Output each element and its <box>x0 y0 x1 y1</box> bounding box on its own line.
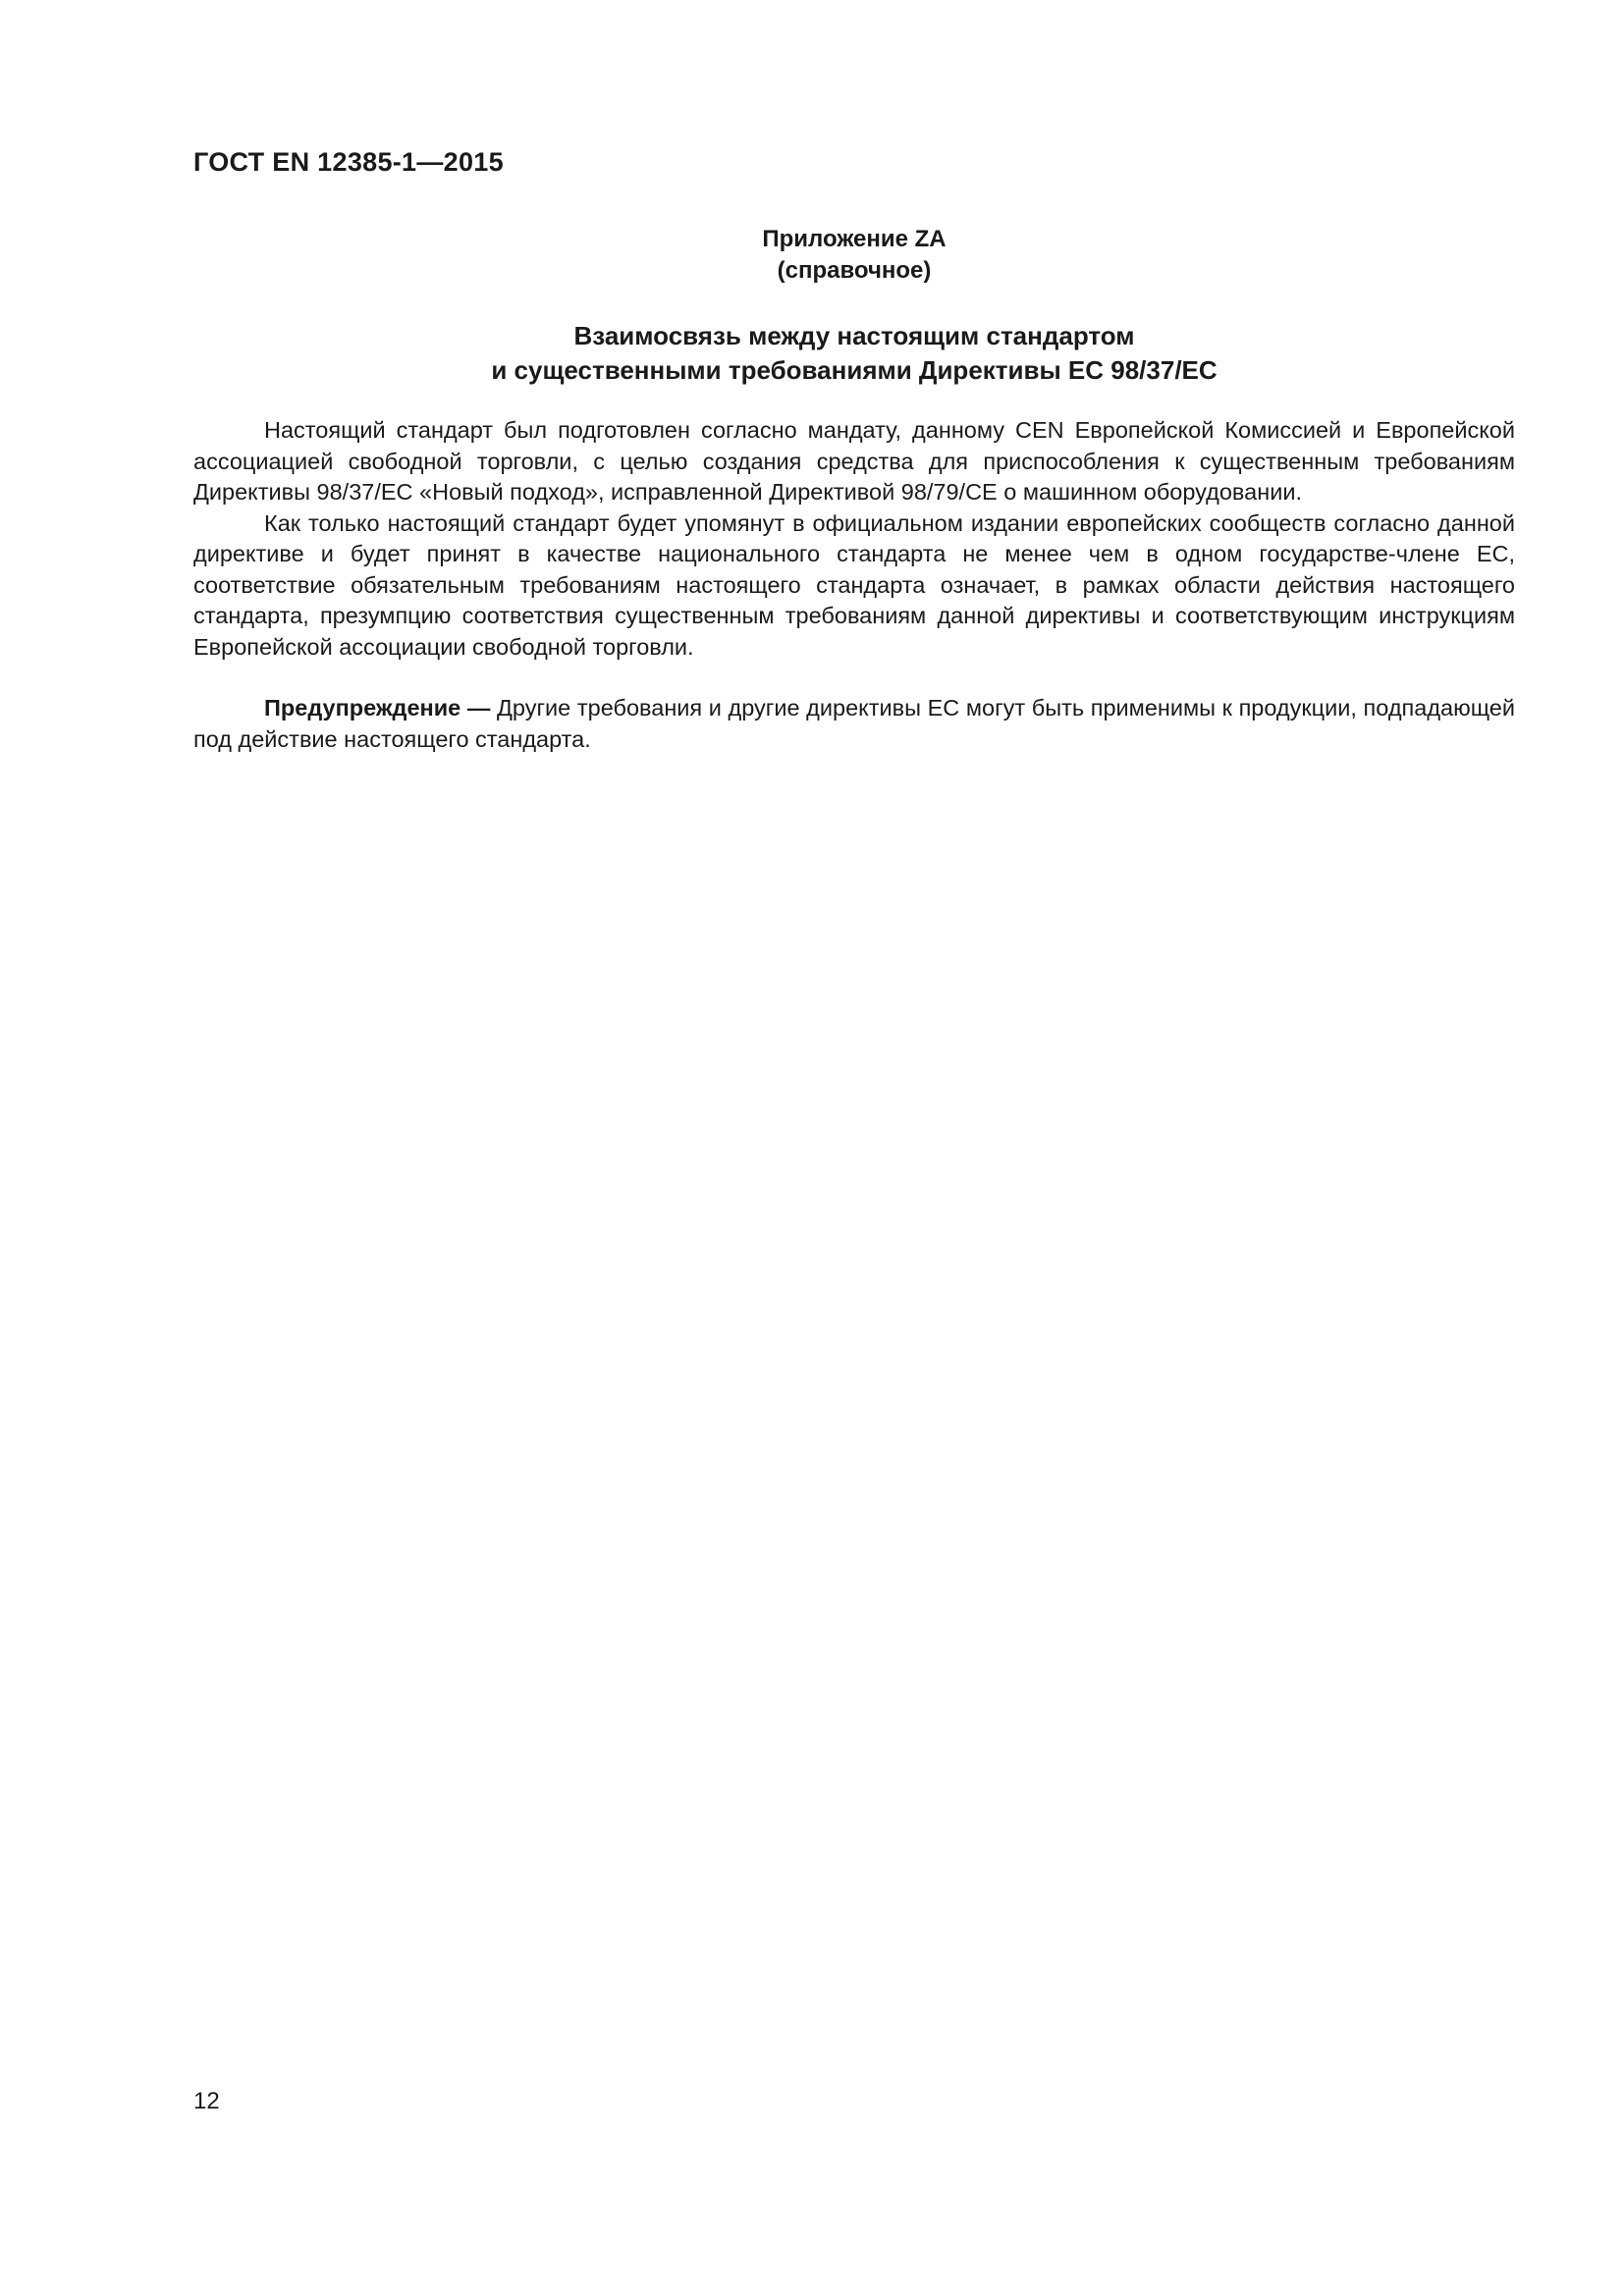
warning-label: Предупреждение — <box>264 695 491 721</box>
body-text <box>193 415 1515 755</box>
annex-status: (справочное) <box>777 257 932 284</box>
annex-title-line-1: Взаимосвязь между настоящим стандартом <box>573 321 1135 350</box>
standard-code: ГОСТ EN 12385-1—2015 <box>193 147 504 177</box>
paragraph-mandate: Настоящий стандарт был подготовлен согласно мандату, данному CEN Европейской Комиссией и Европейской ассоциацией свободной торговли, с целью создания средства для приспособления к существенным требованиям Директивы 98/37/ЕС «Новый подход», исправленной Директивой 98/79/CE о машинном оборудовании. <box>193 417 1515 505</box>
warning-text: Другие требования и другие директивы ЕС могут быть применимы к продукции, подпадающей под действие настоящего стандарта. <box>193 695 1516 752</box>
page-number: 12 <box>193 2088 220 2114</box>
annex-label: Приложение ZA <box>762 226 947 252</box>
warning-paragraph <box>193 693 1515 755</box>
annex-title <box>193 319 1515 388</box>
annex-heading <box>193 224 1515 287</box>
annex-title-line-2: и существенными требованиями Директивы ЕС 98/37/ЕС <box>491 355 1218 385</box>
paragraph-presumption: Как только настоящий стандарт будет упомянут в официальном издании европейских сообществ согласно данной директиве и будет принят в качестве национального стандарта не менее чем в одном государстве-члене ЕС, соответствие обязательным требованиям настоящего стандарта означает, в рамках области действия настоящего стандарта, презумпцию соответствия существенным требованиям данной директивы и соответствующим инструкциям Европейской ассоциации свободной торговли. <box>193 509 1515 660</box>
